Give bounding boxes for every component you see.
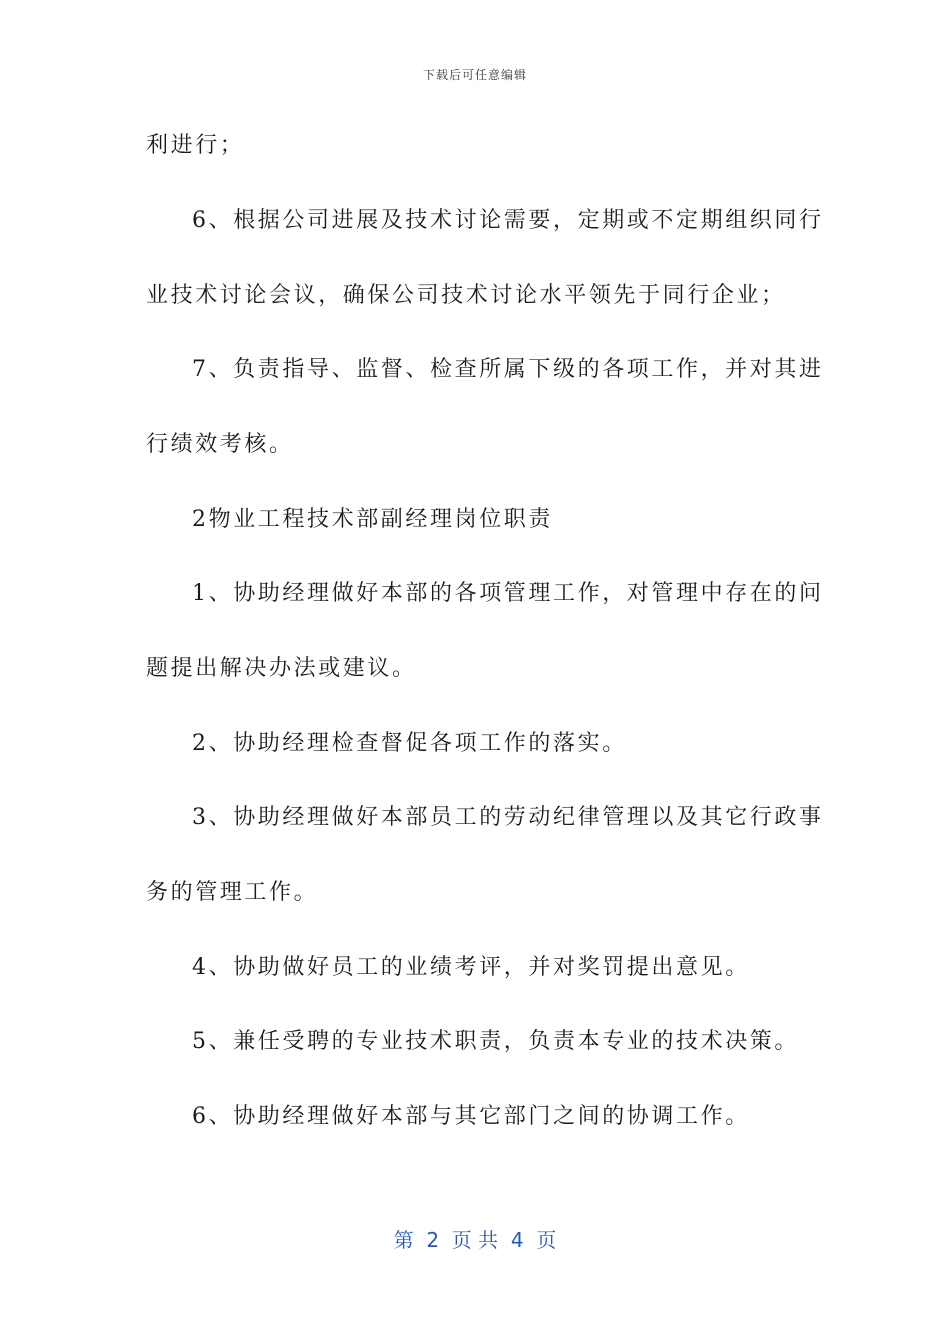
body-line-1: 利进行； xyxy=(146,133,245,158)
page-header: 下载后可任意编辑 xyxy=(422,68,527,82)
body-line-14: 6、协助经理做好本部与其它部门之间的协调工作。 xyxy=(192,1104,750,1129)
body-line-11: 务的管理工作。 xyxy=(146,880,319,905)
page-number-footer: 第 2 页 共 4 页 xyxy=(393,1228,557,1252)
body-line-5: 行绩效考核。 xyxy=(146,432,294,457)
body-line-8: 题提出解决办法或建议。 xyxy=(146,656,417,681)
body-line-7: 1、协助经理做好本部的各项管理工作，对管理中存在的问 xyxy=(192,581,824,606)
body-line-2: 6、根据公司进展及技术讨论需要，定期或不定期组织同行 xyxy=(192,208,824,233)
body-line-9: 2、协助经理检查督促各项工作的落实。 xyxy=(192,731,627,756)
body-line-13: 5、兼任受聘的专业技术职责，负责本专业的技术决策。 xyxy=(192,1029,799,1054)
section-heading: 2物业工程技术部副经理岗位职责 xyxy=(192,507,553,532)
body-line-10: 3、协助经理做好本部员工的劳动纪律管理以及其它行政事 xyxy=(192,805,824,830)
body-line-12: 4、协助做好员工的业绩考评，并对奖罚提出意见。 xyxy=(192,955,750,980)
body-line-3: 业技术讨论会议，确保公司技术讨论水平领先于同行企业； xyxy=(146,283,786,308)
body-line-4: 7、负责指导、监督、检查所属下级的各项工作，并对其进 xyxy=(192,357,824,382)
